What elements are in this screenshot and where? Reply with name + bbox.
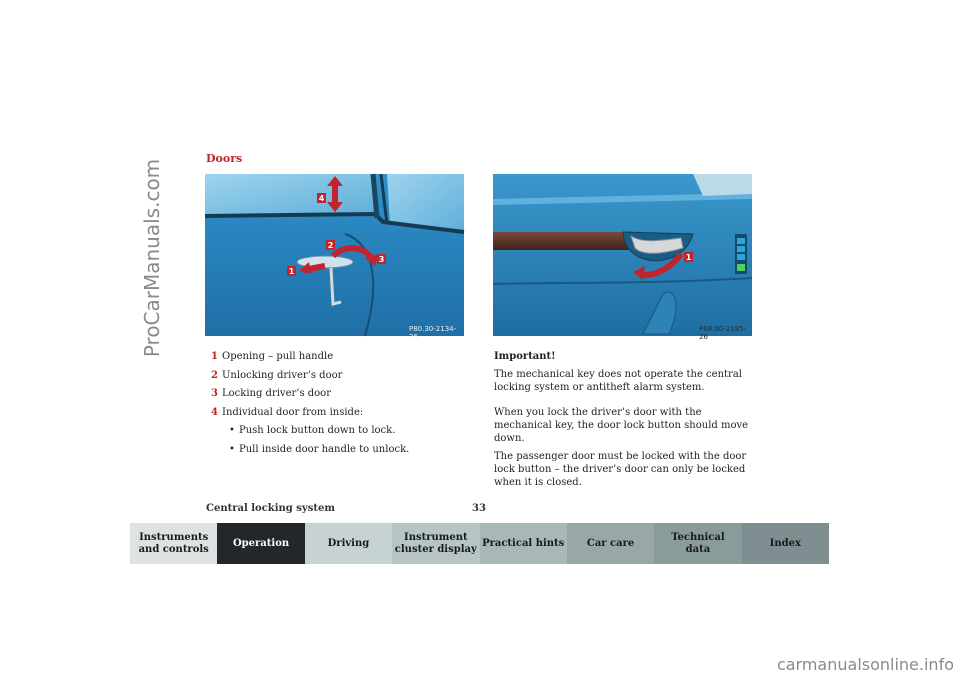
- important-paragraph: When you lock the driver’s door with the mechanical key, the door lock button should move down.: [494, 407, 749, 444]
- callout-2: 2: [327, 241, 334, 250]
- important-paragraph: The mechanical key does not operate the central locking system or antitheft alarm system.: [494, 369, 742, 393]
- exterior-door-figure: [205, 174, 464, 341]
- legend-item: 3 Locking driver’s door: [211, 388, 331, 399]
- tab-operation[interactable]: Operation: [217, 523, 304, 564]
- tab-car-care[interactable]: Car care: [567, 523, 654, 564]
- interior-door-figure: [493, 174, 752, 341]
- chapter-nav: [130, 523, 829, 564]
- callout-interior-1: 1: [685, 253, 692, 262]
- tab-practical-hints[interactable]: Practical hints: [480, 523, 567, 564]
- callout-4: 4: [318, 194, 325, 203]
- tab-driving[interactable]: Driving: [305, 523, 392, 564]
- watermark-side-text: ProCarManuals.com: [140, 158, 164, 358]
- callout-3: 3: [378, 255, 385, 264]
- watermark-bottom: carmanualsonline.info: [776, 655, 954, 674]
- important-paragraph: The passenger door must be locked with the door lock button – the driver’s door can only be locked when it is closed.: [494, 451, 747, 488]
- important-heading: Important!: [494, 351, 556, 362]
- legend-item: 4 Individual door from inside:: [211, 406, 364, 418]
- important-note: [494, 350, 756, 494]
- bullet-item: • Push lock button down to lock.: [229, 425, 396, 436]
- tab-index[interactable]: Index: [742, 523, 829, 564]
- section-title: Doors: [206, 152, 243, 165]
- page-number: 33: [472, 503, 486, 514]
- figure-code-right: P68.00-2185-26: [699, 325, 747, 341]
- exterior-door-illustration: [205, 174, 464, 336]
- figure-code-left: P80.30-2134-26: [409, 325, 457, 341]
- bullet-item: • Pull inside door handle to unlock.: [229, 443, 410, 455]
- tab-instrument-cluster-display[interactable]: Instrument cluster display: [392, 523, 479, 564]
- legend-item: 1 Opening – pull handle: [211, 351, 334, 362]
- footer-section-title: Central locking system: [206, 503, 335, 514]
- tab-technical-data[interactable]: Technical data: [654, 523, 741, 564]
- interior-door-illustration: [493, 174, 752, 336]
- tab-instruments-and-controls[interactable]: Instruments and controls: [130, 523, 217, 564]
- legend-item: 2 Unlocking driver’s door: [211, 369, 343, 381]
- legend-list: [211, 348, 409, 459]
- callout-1: 1: [288, 267, 295, 276]
